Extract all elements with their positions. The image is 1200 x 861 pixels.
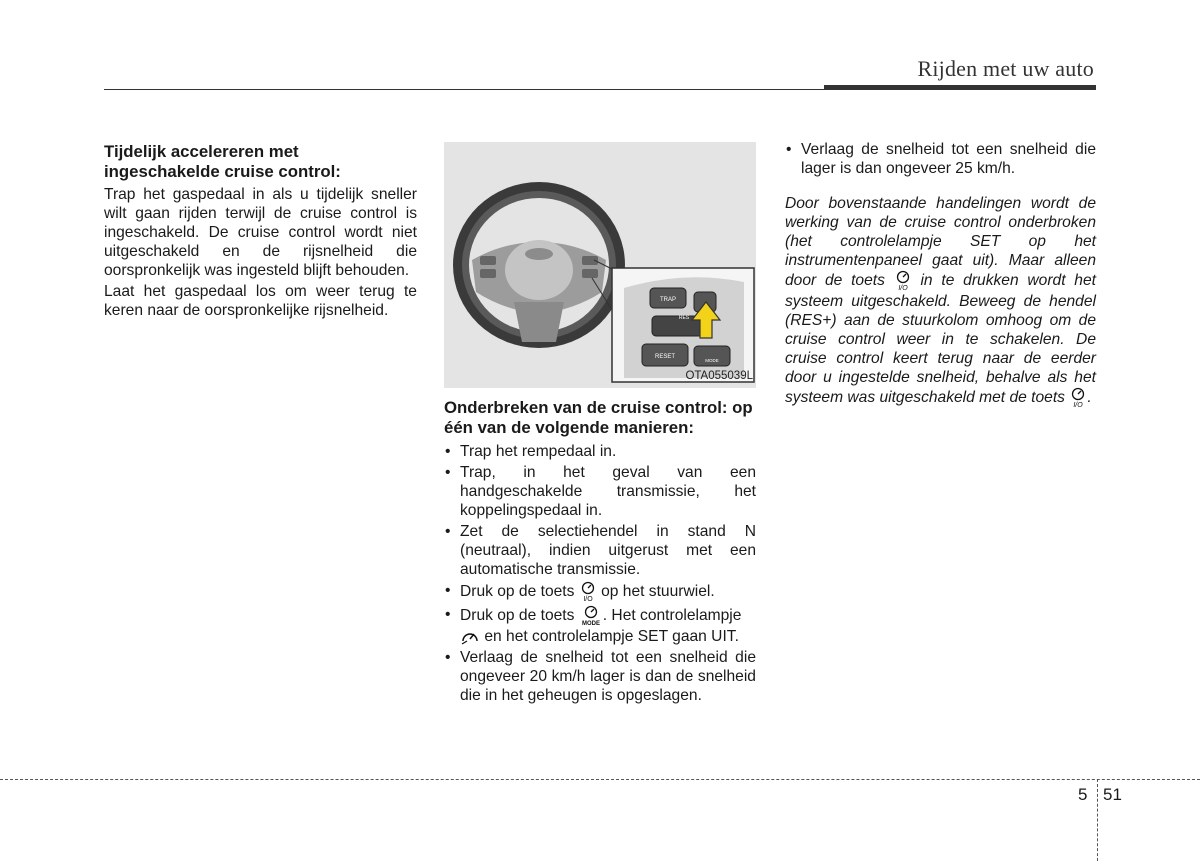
list-item: • Zet de selectiehendel in stand N (neutraal), indien uitgerust met een automatische transmissie.: [444, 522, 756, 579]
list-item: • Trap, in het geval van een handgeschakelde transmissie, het koppelingspedaal in.: [444, 463, 756, 520]
figure-label-res: RES: [678, 315, 690, 321]
chapter-number: 5: [1078, 785, 1088, 804]
svg-text:I/O: I/O: [898, 285, 908, 292]
interrupt-list: [444, 442, 756, 705]
list-item: • Trap het rempedaal in.: [444, 442, 756, 461]
cruise-control-io-icon: [579, 581, 597, 603]
figure-label-reset: RESET: [654, 354, 676, 360]
column-right: [785, 142, 1096, 411]
cruise-control-io-icon: [894, 270, 912, 292]
section-heading-accelerate: Tijdelijk accelereren met ingeschakelde cruise control:: [104, 142, 341, 181]
interrupt-list-continued: [785, 140, 1096, 178]
footer-dashed-rule: [0, 779, 1200, 780]
list-item: • Verlaag de snelheid tot een snelheid die lager is dan ongeveer 25 km/h.: [785, 140, 1096, 178]
figure-code: OTA055039L: [685, 370, 753, 382]
header-title: Rijden met uw auto: [917, 56, 1094, 81]
list-item: • Druk op de toets MODE . Het controlelampje en het controlelampje SET gaan UIT.: [444, 605, 756, 646]
svg-text:I/O: I/O: [1073, 402, 1083, 409]
section-heading-interrupt: Onderbreken van de cruise control: op één van de volgende manieren:: [444, 398, 753, 437]
cruise-control-io-icon: [1069, 387, 1087, 409]
paragraph-accelerate-1: Trap het gaspedaal in als u tijdelijk sneller wilt gaan rijden terwijl de cruise control is ingeschakeld. De cruise control wordt niet uitgeschakeld en de rijsnelheid die oorspronkelijk was ingesteld blijft behouden.: [104, 186, 417, 279]
figure-label-mode: MODE: [705, 358, 719, 363]
page-number: 51: [1103, 785, 1122, 804]
figure-label-trap: TRAP: [659, 297, 677, 303]
column-left: [104, 142, 417, 322]
steering-wheel-illustration: [444, 142, 756, 388]
list-item: • Verlaag de snelheid tot een snelheid die ongeveer 20 km/h lager is dan de snelheid die in het geheugen is opgeslagen.: [444, 648, 756, 705]
cruise-indicator-lamp-icon: [460, 628, 480, 646]
italic-note: Door bovenstaande handelingen wordt de werking van de cruise control onderbroken (het controlelampje SET op het instrumentenpaneel gaat uit). Maar alleen door de toets I/O in te drukken wordt het systeem uitgeschakeld. Beweeg de hendel (RES+) aan de stuurkolom omhoog om de cruise control weer in te schakelen. De cruise control keert terug naar de eerder door u ingestelde snelheid, behalve als het systeem was uitgeschakeld met de toets I/O .: [785, 195, 1096, 409]
column-middle: [444, 142, 756, 707]
header-rule-thick: [824, 85, 1096, 90]
svg-text:I/O: I/O: [583, 596, 593, 603]
footer-dashed-divider: [1097, 779, 1098, 861]
steering-wheel-figure: [444, 142, 756, 388]
header-rule-thin: [104, 89, 824, 90]
svg-text:MODE: MODE: [581, 621, 600, 627]
paragraph-accelerate-2: Laat het gaspedaal los om weer terug te keren naar de oorspronkelijke rijsnelheid.: [104, 283, 417, 319]
list-item: • Druk op de toets I/O op het stuurwiel.: [444, 581, 756, 603]
cruise-control-mode-icon: [579, 605, 603, 627]
